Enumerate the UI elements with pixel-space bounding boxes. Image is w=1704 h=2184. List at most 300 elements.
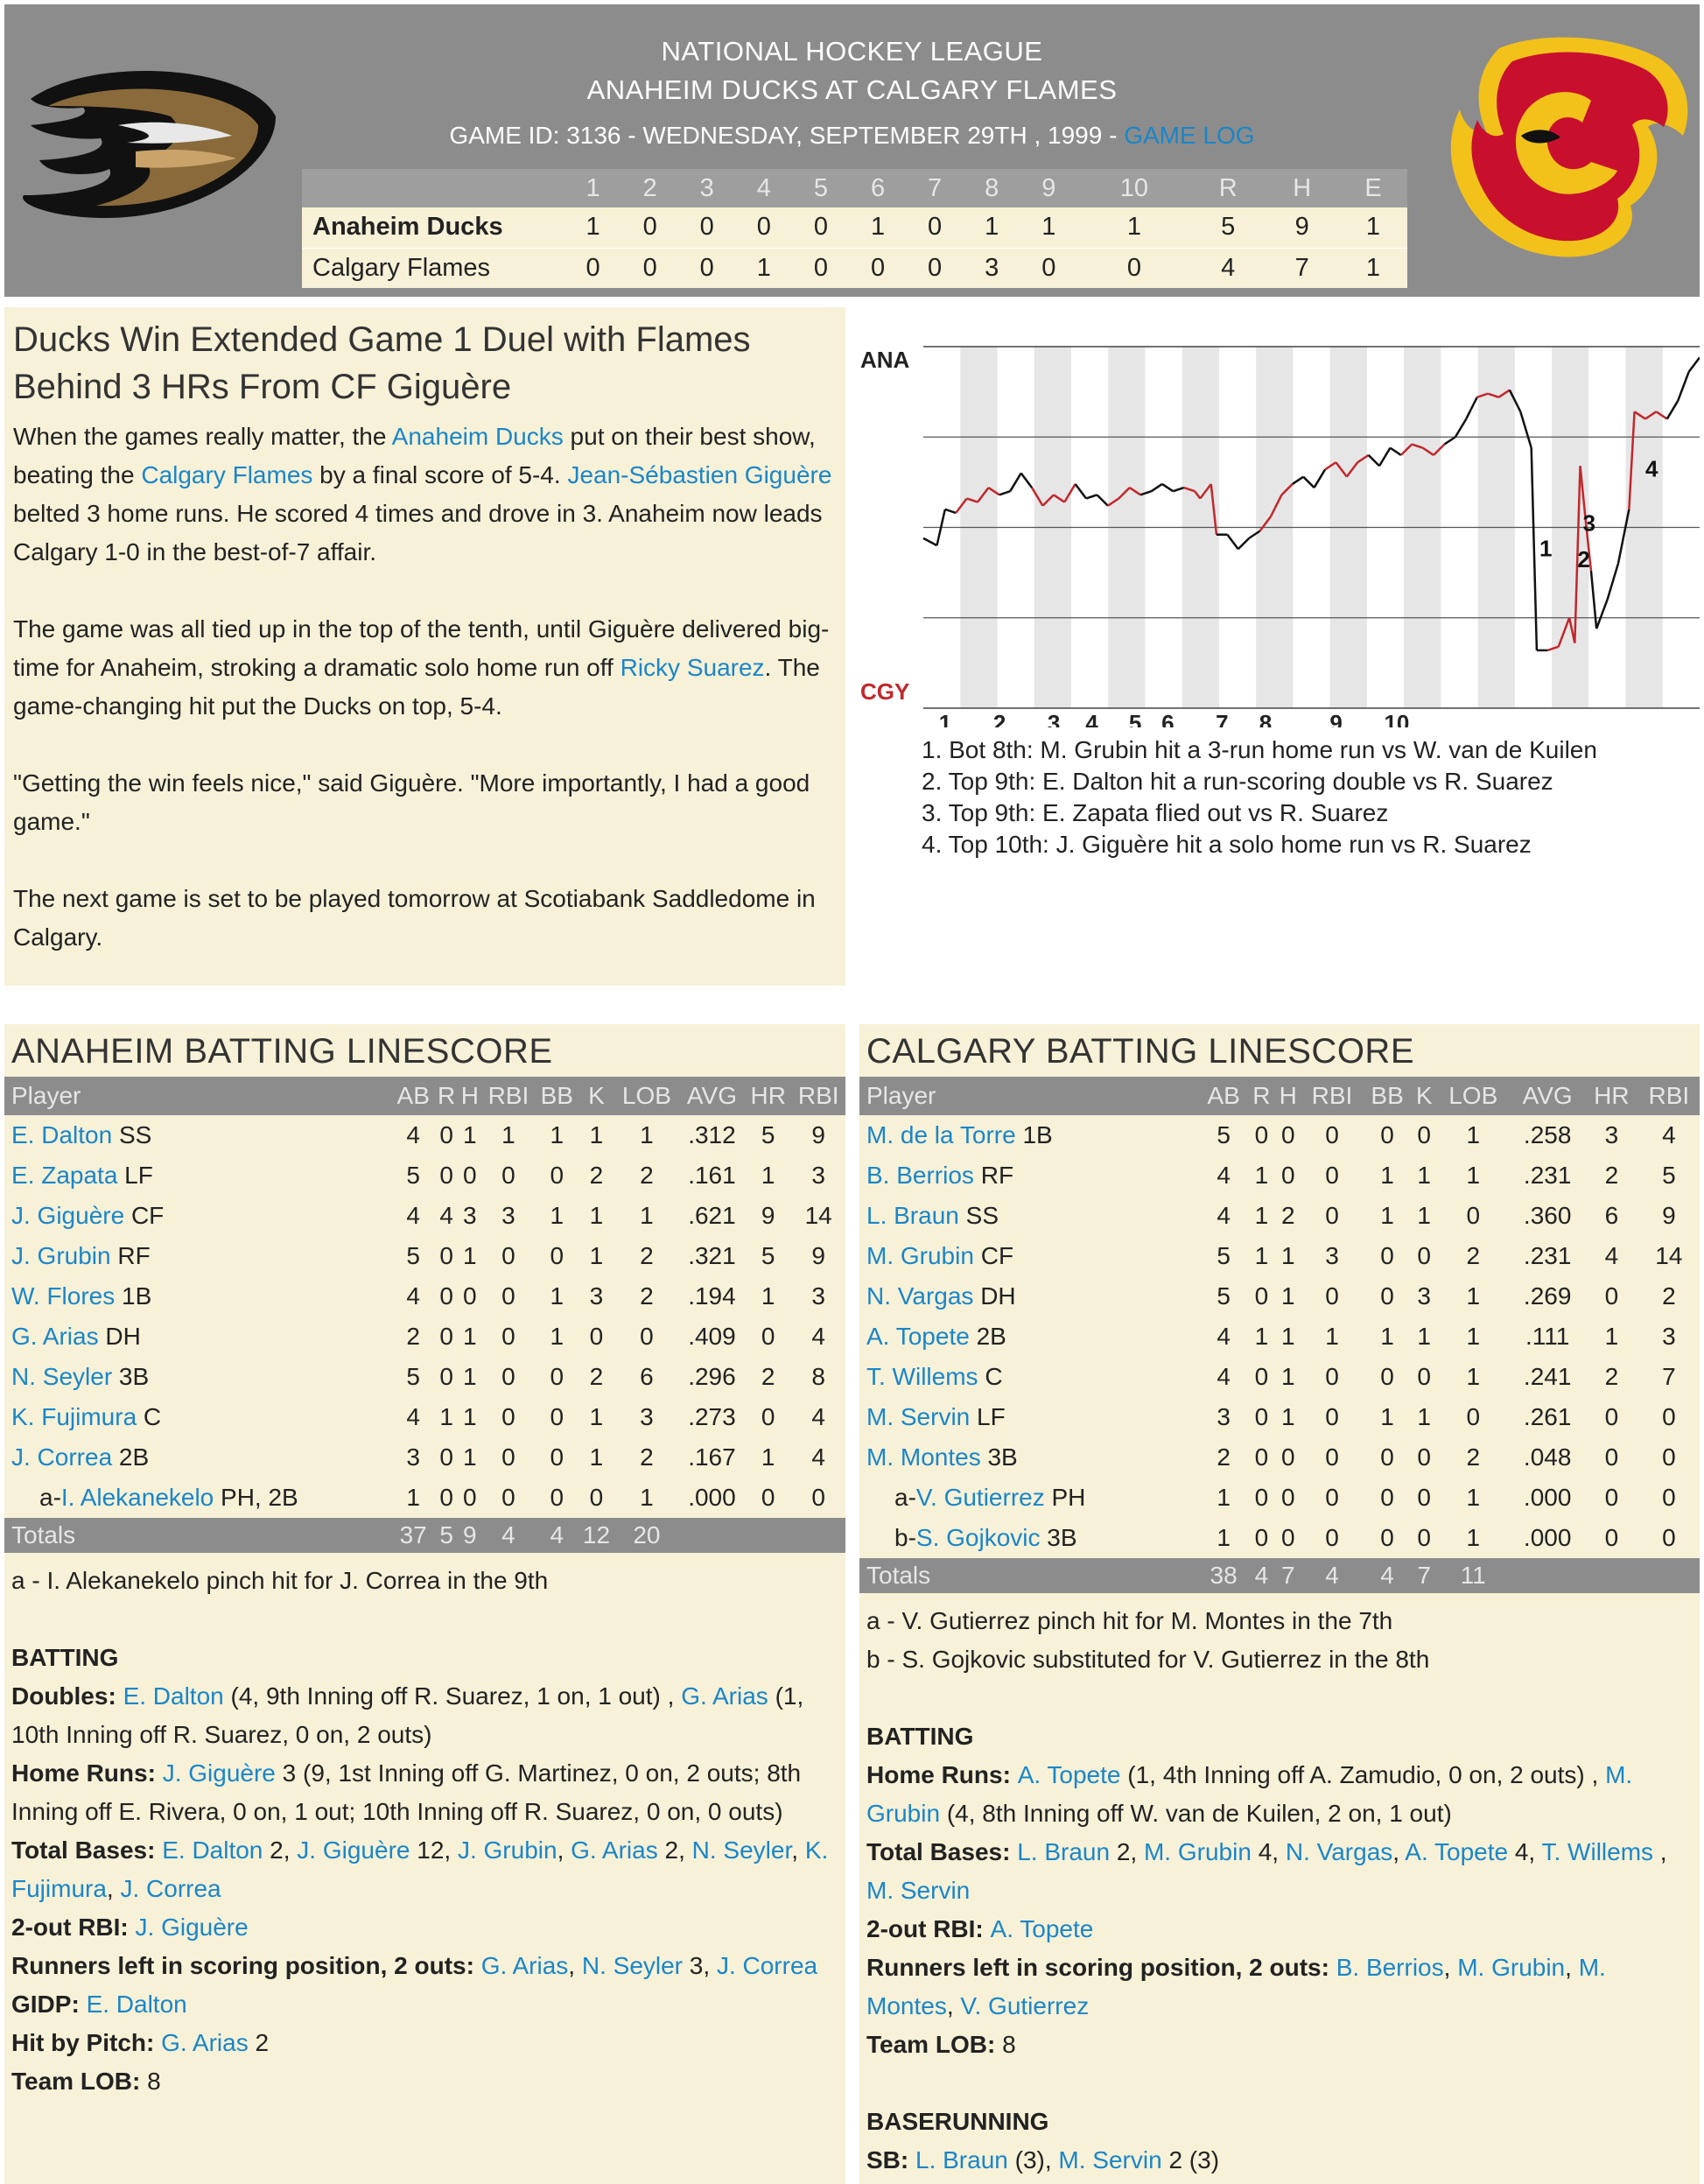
stat-detail: 2, xyxy=(657,1836,692,1864)
stat-cell: 0 xyxy=(1417,1363,1431,1390)
stat-cell: 0 xyxy=(589,1323,604,1350)
player-link[interactable]: J. Giguère xyxy=(135,1914,249,1941)
player-link[interactable]: B. Berrios xyxy=(866,1162,974,1189)
stat-cell: 0 xyxy=(550,1242,564,1269)
stat-cell: 1 xyxy=(761,1162,775,1189)
totals-cell: 5 xyxy=(435,1518,459,1553)
risp-line xyxy=(4,1947,845,1985)
stat-cell: .409 xyxy=(688,1323,736,1350)
win-probability-segment xyxy=(1520,411,1531,447)
player-row xyxy=(859,1357,1700,1397)
player-link[interactable]: V. Gutierrez xyxy=(960,1992,1090,2019)
linescore-col: 7 xyxy=(907,169,964,207)
stat-cell: 3 xyxy=(1417,1282,1431,1310)
story-paragraph-2 xyxy=(13,610,837,726)
team-link-anaheim[interactable]: Anaheim Ducks xyxy=(391,423,564,450)
story-text: When the games really matter, the xyxy=(13,423,392,450)
stat-cell: 0 xyxy=(1325,1162,1339,1189)
player-link[interactable]: L. Braun xyxy=(866,1202,959,1229)
stat-cell: 0 xyxy=(1604,1524,1619,1551)
player-link[interactable]: B. Berrios xyxy=(1336,1954,1444,1981)
stat-cell: 0 xyxy=(463,1282,477,1310)
anaheim-ducks-logo xyxy=(13,64,281,227)
stat-detail: (4, 9th Inning off R. Suarez, 1 on, 1 out) , xyxy=(223,1682,682,1710)
linescore-col: 6 xyxy=(849,169,906,207)
totals-cell xyxy=(1638,1558,1700,1593)
player-cell xyxy=(859,1317,1199,1357)
stat-cell: 4 xyxy=(406,1202,420,1229)
stat-cell: .269 xyxy=(1523,1282,1572,1310)
linescore-cell: 0 xyxy=(621,248,678,288)
chart-annotation: 4 xyxy=(1644,455,1658,482)
win-probability-segment xyxy=(1444,437,1455,444)
player-cell xyxy=(4,1357,392,1397)
header-titles xyxy=(302,32,1402,155)
stat-cell: 2 xyxy=(406,1323,420,1350)
player-link[interactable]: N. Seyler xyxy=(581,1952,684,1979)
player-link[interactable]: M. Grubin xyxy=(1457,1954,1566,1981)
stat-cell: 4 xyxy=(1217,1323,1231,1350)
stat-cell: 1 xyxy=(640,1484,654,1511)
stat-cell: .231 xyxy=(1523,1242,1572,1269)
note-line: b - S. Gojkovic substituted for V. Gutierrez in the 8th xyxy=(866,1646,1430,1673)
player-cell xyxy=(859,1155,1199,1196)
player-link[interactable]: T. Willems xyxy=(866,1363,978,1390)
stat-cell: 0 xyxy=(1662,1443,1676,1471)
totals-cell: 4 xyxy=(1248,1558,1274,1593)
stat-cell: 1 xyxy=(463,1242,477,1269)
player-link[interactable]: M. Montes xyxy=(866,1443,981,1471)
player-position: 3B xyxy=(1040,1524,1077,1551)
stat-cell: .261 xyxy=(1523,1403,1572,1430)
stat-value: 8 xyxy=(1002,2031,1016,2058)
player-position: CF xyxy=(124,1202,165,1229)
batting-heading: BATTING xyxy=(11,1644,119,1671)
linescore-cell: 5 xyxy=(1191,207,1266,248)
player-link[interactable]: N. Seyler xyxy=(691,1836,792,1864)
stat-cell: 2 xyxy=(589,1363,604,1390)
stat-cell: 0 xyxy=(550,1403,564,1430)
player-cell xyxy=(4,1437,392,1478)
player-link[interactable]: A. Topete xyxy=(866,1323,970,1350)
stat-cell: 6 xyxy=(1604,1202,1619,1229)
stat-cell: .621 xyxy=(688,1202,736,1229)
player-link[interactable]: M. Grubin xyxy=(866,1761,1633,1827)
team-lob-line xyxy=(4,2062,845,2101)
stat-cell: 1 xyxy=(1466,1524,1481,1551)
stat-cell: 0 xyxy=(1604,1282,1619,1310)
stat-cell: 0 xyxy=(463,1484,477,1511)
chart-x-tick: 8 xyxy=(1259,710,1273,727)
player-row xyxy=(859,1196,1700,1236)
totals-cell: 9 xyxy=(458,1518,481,1553)
player-cell xyxy=(859,1276,1199,1317)
column-header: RBI xyxy=(1301,1077,1363,1115)
chart-x-tick: 5 xyxy=(1128,710,1142,727)
stat-cell: 1 xyxy=(1280,1323,1295,1350)
player-link[interactable]: T. Willems xyxy=(1541,1838,1654,1865)
win-probability-segment xyxy=(1455,419,1466,438)
stat-values xyxy=(915,2146,1219,2173)
column-header: LOB xyxy=(1436,1077,1510,1115)
totals-cell: 20 xyxy=(614,1518,679,1553)
player-link[interactable]: J. Giguère xyxy=(297,1836,410,1864)
stat-cell: 3 xyxy=(589,1282,604,1310)
player-link[interactable]: M. Servin xyxy=(1058,2146,1162,2173)
stat-label: Home Runs: xyxy=(11,1759,163,1787)
player-link[interactable]: G. Arias xyxy=(480,1952,569,1979)
stat-cell: 0 xyxy=(1325,1524,1339,1551)
game-info xyxy=(302,116,1402,155)
player-position: RF xyxy=(110,1242,151,1269)
stat-cell: 0 xyxy=(1466,1403,1481,1430)
stat-cell: 1 xyxy=(1466,1484,1481,1511)
stat-cell: 0 xyxy=(1254,1121,1269,1148)
stat-cell: .296 xyxy=(688,1363,736,1390)
stat-cell: 1 xyxy=(463,1443,477,1471)
stat-cell: 0 xyxy=(501,1403,515,1430)
linescore-cell: 0 xyxy=(678,248,735,288)
story-paragraph-3: "Getting the win feels nice," said Giguère. "More importantly, I had a good game." xyxy=(13,769,810,835)
stat-cell: 0 xyxy=(1280,1524,1295,1551)
stat-cell: .161 xyxy=(688,1162,736,1189)
linescore-team: Calgary Flames xyxy=(302,248,564,288)
stat-cell: 2 xyxy=(1662,1282,1676,1310)
player-link[interactable]: J. Grubin xyxy=(11,1242,111,1269)
linescore-cell: 0 xyxy=(678,207,735,248)
win-probability-segment xyxy=(1379,448,1390,467)
stat-detail: (3), xyxy=(1007,2146,1059,2173)
player-link[interactable]: K. Fujimura xyxy=(11,1403,137,1430)
player-link[interactable]: S. Gojkovic xyxy=(915,1524,1041,1551)
stat-cell: 1 xyxy=(550,1121,564,1148)
stat-detail: 2 xyxy=(248,2029,270,2056)
player-link[interactable]: J. Giguère xyxy=(11,1202,125,1229)
linescore-col: 10 xyxy=(1077,169,1191,207)
stat-values xyxy=(991,1915,1094,1942)
player-link[interactable]: G. Arias xyxy=(11,1323,99,1350)
player-link[interactable]: M. Servin xyxy=(866,1403,971,1430)
column-header: HR xyxy=(745,1077,791,1115)
player-link[interactable]: N. Vargas xyxy=(1285,1838,1393,1865)
stat-cell: 1 xyxy=(761,1282,775,1310)
stat-cell: 1 xyxy=(589,1121,604,1148)
player-row xyxy=(4,1196,845,1236)
player-link[interactable]: M. Grubin xyxy=(1143,1838,1252,1865)
player-link[interactable]: E. Dalton xyxy=(162,1836,263,1864)
player-link[interactable]: W. Flores xyxy=(11,1282,116,1310)
stat-cell: 0 xyxy=(589,1484,604,1511)
player-position: SS xyxy=(112,1121,152,1148)
linescore-cell: 1 xyxy=(1020,207,1077,248)
linescore-cell: 3 xyxy=(964,248,1020,288)
stat-cell: 0 xyxy=(1662,1524,1676,1551)
win-probability-chart xyxy=(853,307,1700,902)
story-headline: Ducks Win Extended Game 1 Duel with Flames Behind 3 HRs From CF Giguère xyxy=(13,320,751,406)
player-cell xyxy=(4,1276,392,1317)
anaheim-batting-section xyxy=(4,1024,845,2184)
stat-detail: 3 (9, 1st Inning off G. Martinez, 0 on, 2 outs; 8th Inning off E. Rivera, 0 on, 1 out; 10th Inning off R. Suarez, 0 on, 0 outs) xyxy=(11,1759,802,1825)
player-position: CF xyxy=(973,1242,1014,1269)
player-position: DH xyxy=(98,1323,141,1350)
stat-cell: 4 xyxy=(1217,1202,1231,1229)
player-position: 2B xyxy=(112,1443,150,1471)
player-link[interactable]: J. Correa xyxy=(716,1952,818,1979)
player-link[interactable]: E. Dalton xyxy=(86,1991,187,2018)
stat-cell: 1 xyxy=(761,1443,775,1471)
player-link[interactable]: V. Gutierrez xyxy=(915,1484,1045,1511)
stat-detail: (4, 8th Inning off W. van de Kuilen, 2 on, 1 out) xyxy=(940,1800,1452,1827)
win-probability-segment xyxy=(1076,484,1086,499)
section-title: ANAHEIM BATTING LINESCORE xyxy=(11,1032,553,1071)
chart-annotation: 1 xyxy=(1539,535,1553,562)
stat-cell: 1 xyxy=(589,1403,604,1430)
stat-cell: 14 xyxy=(804,1202,832,1229)
win-probability-segment xyxy=(1086,495,1097,498)
player-link[interactable]: E. Zapata xyxy=(11,1162,118,1189)
player-link[interactable]: M. Servin xyxy=(866,1877,971,1904)
player-cell xyxy=(859,1115,1199,1155)
linescore-cell: 9 xyxy=(1265,207,1339,248)
stat-cell: 0 xyxy=(550,1363,564,1390)
stat-label: Hit by Pitch: xyxy=(11,2029,162,2056)
win-probability-segment xyxy=(945,509,956,513)
stat-cell: 0 xyxy=(439,1323,453,1350)
stat-cell: 1 xyxy=(1380,1403,1394,1430)
stat-cell: 1 xyxy=(1280,1363,1295,1390)
player-link-suarez[interactable]: Ricky Suarez xyxy=(620,654,765,681)
stat-cell: 0 xyxy=(1280,1162,1295,1189)
column-header: RBI xyxy=(791,1077,845,1115)
column-header: BB xyxy=(536,1077,579,1115)
stat-cell: 0 xyxy=(1417,1121,1431,1148)
column-header: R xyxy=(435,1077,459,1115)
stat-cell: 3 xyxy=(811,1282,825,1310)
player-position: 3B xyxy=(112,1363,150,1390)
totals-cell: Totals xyxy=(4,1518,392,1553)
stat-cell: 0 xyxy=(439,1363,453,1390)
player-row xyxy=(859,1115,1700,1155)
stat-cell: 8 xyxy=(811,1363,825,1390)
player-link[interactable]: M. de la Torre xyxy=(866,1121,1016,1148)
win-probability-svg xyxy=(853,307,1700,727)
win-probability-segment xyxy=(1532,448,1537,650)
player-link[interactable]: L. Braun xyxy=(915,2146,1008,2173)
player-row xyxy=(859,1478,1700,1518)
stat-cell: .231 xyxy=(1523,1162,1572,1189)
stat-cell: 1 xyxy=(589,1202,604,1229)
player-link[interactable]: E. Dalton xyxy=(11,1121,113,1148)
stat-cell: .273 xyxy=(688,1403,736,1430)
stat-cell: 1 xyxy=(406,1484,420,1511)
stat-cell: 0 xyxy=(1254,1363,1269,1390)
win-probability-segment xyxy=(999,491,1010,495)
player-position: C xyxy=(137,1403,162,1430)
column-header: K xyxy=(1412,1077,1436,1115)
stat-cell: 1 xyxy=(550,1202,564,1229)
stat-cell: 5 xyxy=(1662,1162,1676,1189)
player-link[interactable]: J. Correa xyxy=(11,1443,113,1471)
stat-cell: 3 xyxy=(1604,1121,1619,1148)
stat-cell: 0 xyxy=(463,1162,477,1189)
linescore-cell: 1 xyxy=(564,207,621,248)
stat-values xyxy=(11,1682,803,1748)
player-link[interactable]: J. Correa xyxy=(120,1875,221,1902)
stat-cell: 5 xyxy=(406,1363,420,1390)
stat-cell: 2 xyxy=(640,1162,654,1189)
stat-cell: 1 xyxy=(1217,1524,1231,1551)
linescore-cell: 0 xyxy=(907,207,964,248)
stat-cell: 1 xyxy=(589,1443,604,1471)
stat-cell: 0 xyxy=(1417,1242,1431,1269)
stat-cell: .241 xyxy=(1523,1363,1572,1390)
home-runs-line xyxy=(4,1754,845,1831)
stat-cell: 0 xyxy=(550,1443,564,1471)
game-linescore xyxy=(302,169,1407,288)
sub-prefix: b- xyxy=(894,1524,916,1551)
player-link[interactable]: L. Braun xyxy=(1017,1838,1111,1865)
player-position: 1B xyxy=(115,1282,152,1310)
stat-cell: 2 xyxy=(1604,1363,1619,1390)
key-play: 3. Top 9th: E. Zapata flied out vs R. Suarez xyxy=(922,799,1389,826)
stat-cell: 0 xyxy=(1280,1443,1295,1471)
linescore-col: 8 xyxy=(964,169,1020,207)
linescore-cell: 0 xyxy=(792,207,849,248)
stat-label: Home Runs: xyxy=(866,1761,1018,1788)
player-link[interactable]: E. Dalton xyxy=(123,1682,224,1710)
game-header xyxy=(4,4,1700,297)
stat-cell: 9 xyxy=(761,1202,775,1229)
totals-cell xyxy=(791,1518,845,1553)
linescore-col: H xyxy=(1265,169,1339,207)
chart-x-tick: 6 xyxy=(1161,710,1175,727)
linescore-cell: 0 xyxy=(907,248,964,288)
stat-detail: 2, xyxy=(263,1836,298,1864)
linescore-cell: 1 xyxy=(849,207,906,248)
stat-cell: 3 xyxy=(1217,1403,1231,1430)
game-info-text: GAME ID: 3136 - WEDNESDAY, SEPTEMBER 29TH , 1999 - xyxy=(449,122,1125,149)
stat-cell: 0 xyxy=(1325,1484,1339,1511)
stat-cell: 0 xyxy=(501,1363,515,1390)
stat-cell: 3 xyxy=(463,1202,477,1229)
player-row xyxy=(859,1518,1700,1558)
player-link[interactable]: J. Grubin xyxy=(457,1836,557,1864)
stat-cell: 0 xyxy=(439,1121,453,1148)
player-link[interactable]: A. Topete xyxy=(990,1915,1094,1942)
stat-cell: 1 xyxy=(1380,1162,1394,1189)
stat-cell: .258 xyxy=(1523,1121,1572,1148)
stat-cell: 7 xyxy=(1662,1363,1676,1390)
player-link[interactable]: G. Arias xyxy=(161,2029,249,2056)
totals-cell xyxy=(679,1518,745,1553)
stat-cell: 0 xyxy=(1280,1484,1295,1511)
linescore-cell: 7 xyxy=(1265,248,1339,288)
stat-cell: 0 xyxy=(1380,1282,1394,1310)
player-link[interactable]: A. Topete xyxy=(1017,1761,1121,1788)
player-link[interactable]: A. Topete xyxy=(1405,1838,1509,1865)
win-probability-segment xyxy=(1466,397,1476,419)
total-bases-line xyxy=(859,1833,1700,1910)
stat-cell: 2 xyxy=(1280,1202,1295,1229)
totals-cell: 37 xyxy=(392,1518,435,1553)
player-cell xyxy=(859,1478,1199,1518)
stat-cell: 0 xyxy=(1380,1121,1394,1148)
table-header-row xyxy=(859,1077,1700,1115)
stat-detail: , xyxy=(557,1836,572,1864)
totals-cell: 4 xyxy=(536,1518,579,1553)
league-title: NATIONAL HOCKEY LEAGUE xyxy=(661,36,1043,67)
stat-cell: .048 xyxy=(1523,1443,1572,1471)
stat-cell: 3 xyxy=(501,1202,515,1229)
linescore-col: 3 xyxy=(678,169,735,207)
totals-cell: 4 xyxy=(481,1518,536,1553)
player-link[interactable]: N. Vargas xyxy=(866,1282,974,1310)
player-cell xyxy=(859,1397,1199,1437)
stat-cell: 9 xyxy=(1662,1202,1676,1229)
stat-cell: 0 xyxy=(1325,1121,1339,1148)
stat-cell: 1 xyxy=(463,1121,477,1148)
win-probability-segment xyxy=(1596,600,1607,629)
player-row xyxy=(859,1276,1700,1317)
team-link-calgary[interactable]: Calgary Flames xyxy=(141,461,313,488)
calgary-batting-table xyxy=(859,1077,1700,1593)
stat-detail: , xyxy=(946,1992,961,2019)
player-link[interactable]: G. Arias xyxy=(681,1682,768,1710)
stat-cell: 0 xyxy=(1325,1282,1339,1310)
stat-detail: 4, xyxy=(1251,1838,1286,1865)
two-out-rbi-line xyxy=(859,1910,1700,1949)
stat-cell: 3 xyxy=(1662,1323,1676,1350)
stat-cell: 14 xyxy=(1655,1242,1683,1269)
chart-x-tick: 3 xyxy=(1047,710,1061,727)
stat-cell: 5 xyxy=(761,1121,775,1148)
stat-cell: 1 xyxy=(1325,1323,1339,1350)
player-link[interactable]: J. Giguère xyxy=(162,1759,276,1787)
chart-bottom-team-label: CGY xyxy=(860,678,910,705)
player-position: RF xyxy=(973,1162,1014,1189)
stat-cell: 0 xyxy=(1380,1524,1394,1551)
player-link-giguere[interactable]: Jean-Sébastien Giguère xyxy=(567,461,832,488)
player-link[interactable]: K. Fujimura xyxy=(11,1836,829,1902)
stat-detail: , xyxy=(568,1952,582,1979)
totals-cell: 7 xyxy=(1412,1558,1436,1593)
stat-cell: 1 xyxy=(640,1121,654,1148)
stat-cell: 0 xyxy=(761,1484,775,1511)
player-row xyxy=(859,1437,1700,1478)
player-link[interactable]: G. Arias xyxy=(571,1836,658,1864)
player-link[interactable]: N. Seyler xyxy=(11,1363,113,1390)
player-link[interactable]: M. Grubin xyxy=(866,1242,974,1269)
column-header: RBI xyxy=(481,1077,536,1115)
game-log-link[interactable]: GAME LOG xyxy=(1124,122,1255,149)
stat-cell: 0 xyxy=(1604,1484,1619,1511)
player-row xyxy=(4,1317,845,1357)
player-link[interactable]: M. Montes xyxy=(866,1954,1606,2019)
stat-cell: 1 xyxy=(1466,1363,1481,1390)
stat-detail: , xyxy=(1653,1838,1667,1865)
stat-label: GIDP: xyxy=(11,1991,87,2018)
substitution-notes xyxy=(4,1553,845,1600)
linescore-col: 5 xyxy=(792,169,849,207)
column-header: HR xyxy=(1585,1077,1638,1115)
story-text: The game was all tied up in the top of the tenth, until Giguère delivered big-time for Anaheim, stroking a dramatic solo home run off xyxy=(13,615,830,681)
player-link[interactable]: I. Alekanekelo xyxy=(60,1484,214,1511)
stat-label: 2-out RBI: xyxy=(866,1915,991,1942)
stat-cell: 0 xyxy=(501,1162,515,1189)
stat-cell: 1 xyxy=(1466,1162,1481,1189)
column-header: AB xyxy=(1199,1077,1248,1115)
stat-cell: 0 xyxy=(640,1323,654,1350)
